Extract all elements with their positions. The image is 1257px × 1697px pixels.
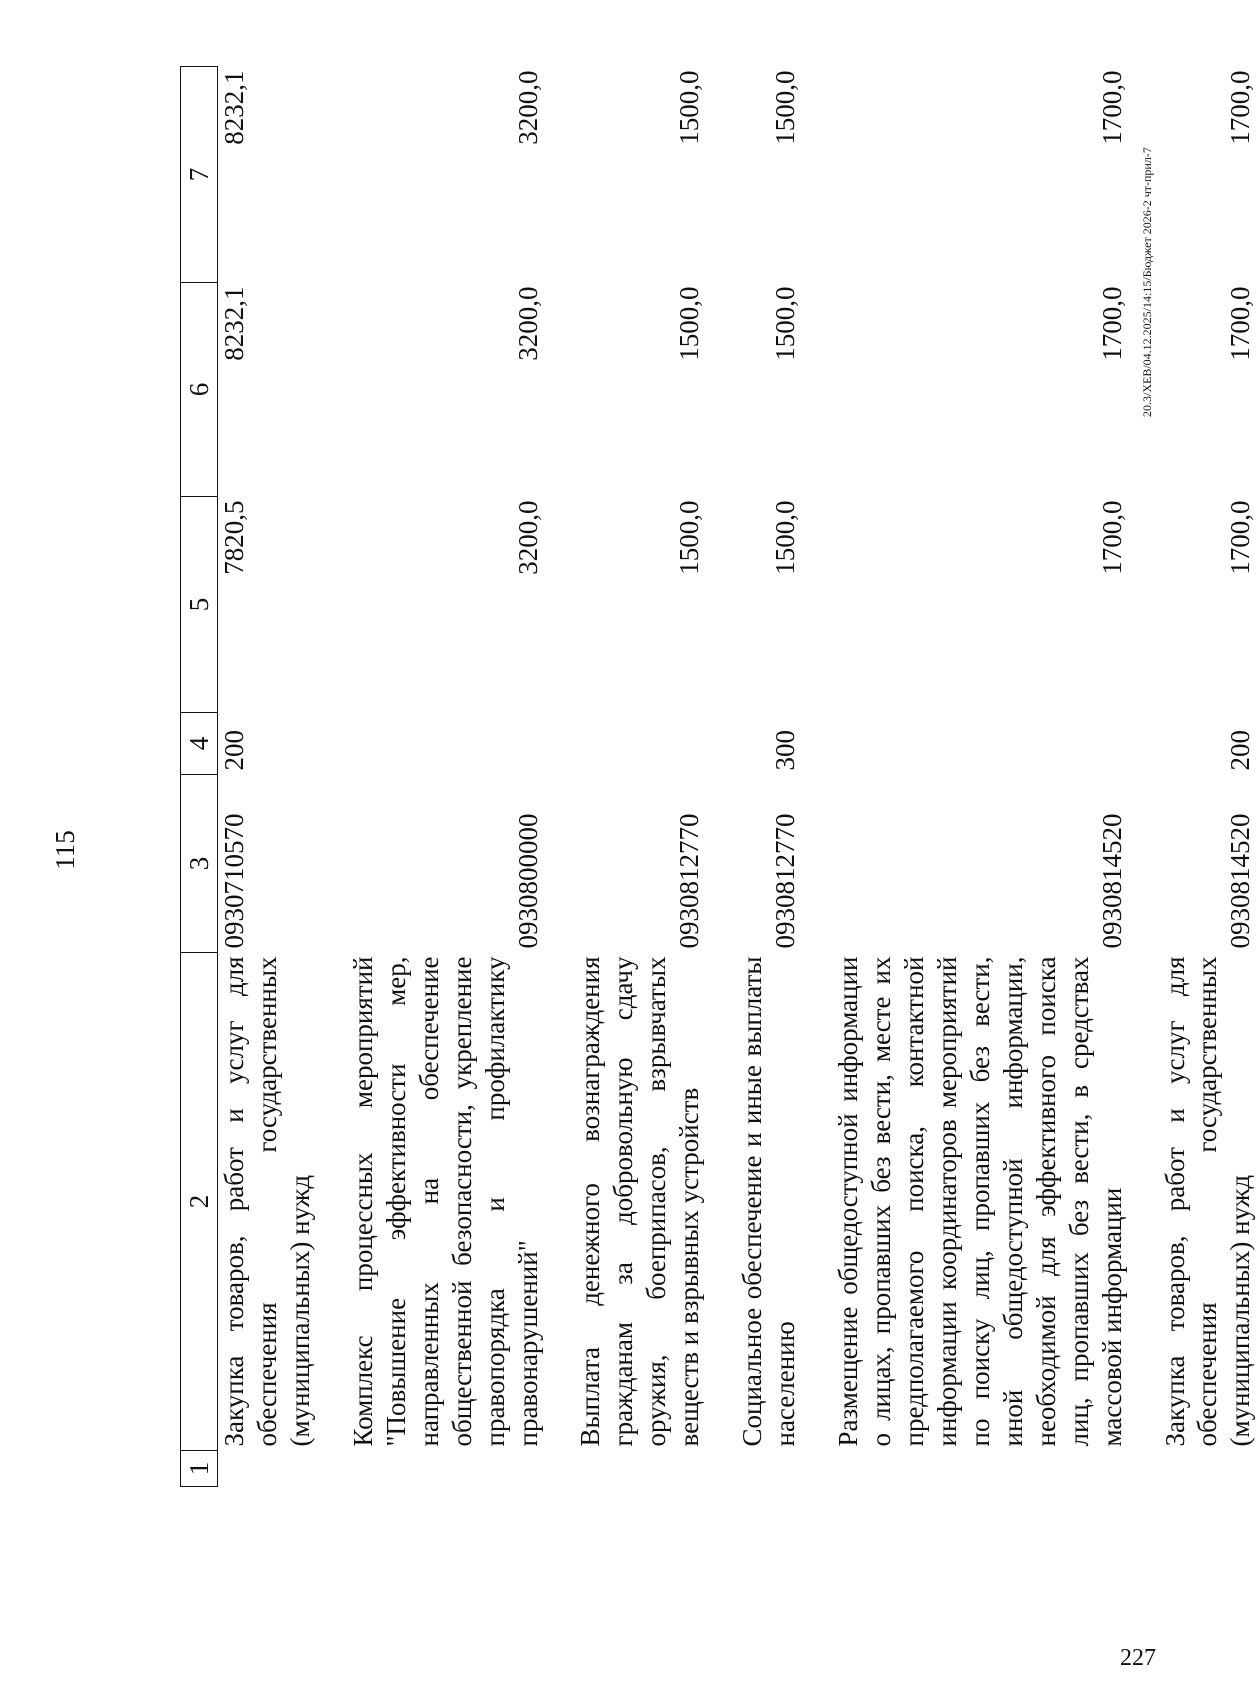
header-col-5: 5 [181,497,218,713]
sheet-number: 227 [1120,1645,1156,1671]
row-type [574,713,706,775]
row-value-7: 3200,0 [512,70,543,145]
header-col-2: 2 [181,953,218,1451]
row-code: 0930812770 [674,813,705,949]
row-value-7: 1500,0 [674,70,705,145]
table-row [574,67,706,1487]
row-name: Закупка товаров, работ и услуг для обеспечения государственных (муниципальных) нужд [219,956,315,1447]
row-spacer [802,67,832,1487]
row-type: 200 [1225,730,1256,771]
row-type: 300 [770,730,801,771]
row-number [832,1451,1128,1487]
row-value-5: 3200,0 [512,500,543,575]
row-value-5: 1500,0 [674,500,705,575]
row-code: 0930812770 [770,813,801,949]
row-value-5: 1700,0 [1225,500,1256,575]
table-row [832,67,1128,1487]
row-code: 0930814520 [1096,813,1127,949]
row-value-7: 1700,0 [1225,70,1256,145]
row-value-6: 1500,0 [674,286,705,361]
row-spacer [317,67,347,1487]
row-name: Размещение общедоступной информации о лицах, пропавших без вести, месте их предполагаемого поиска, контактной информации координаторов мероприятий по поиску лиц, пропавших без вести, иной общедоступной информации, необходимой для эффективного поиска лиц, пропавших без вести, в средствах массовой информации [833,956,1127,1447]
table-row [347,67,545,1487]
row-value-5: 1500,0 [770,500,801,575]
row-value-6: 1700,0 [1225,286,1256,361]
row-value-6: 1500,0 [770,286,801,361]
header-col-4: 4 [181,713,218,775]
row-type [832,713,1128,775]
row-type: 200 [219,730,249,771]
row-name: Комплекс процессных мероприятий "Повышение эффективности мер, направленных на обеспечение общественной безопасности, укрепление правопорядка и профилактику правонарушений" [347,956,543,1447]
table-row [736,67,802,1487]
row-number [574,1451,706,1487]
row-code: 0930710570 [219,813,249,949]
row-value-7: 1700,0 [1096,70,1127,145]
row-code: 0930814520 [1225,813,1256,949]
row-name: Закупка товаров, работ и услуг для обеспечения государственных (муниципальных) нужд [1159,956,1256,1447]
row-type [347,713,545,775]
table-row [1159,67,1257,1487]
row-value-5: 1700,0 [1096,500,1127,575]
row-number [1159,1451,1257,1487]
page-number: 115 [50,830,80,870]
row-value-5: 7820,5 [219,500,249,575]
header-col-3: 3 [181,775,218,953]
row-number [218,1451,317,1487]
row-value-6: 3200,0 [512,286,543,361]
header-col-7: 7 [181,67,218,283]
header-col-1: 1 [181,1451,218,1487]
footer-reference: 20.3/ХЕВ/04.12.2025/14:15/Бюджет 2026-2 чт-прил-7 [1140,147,1154,417]
row-code: 0930800000 [512,813,543,949]
row-spacer [544,67,574,1487]
row-value-6: 1700,0 [1096,286,1127,361]
table-row [218,67,317,1487]
row-number [736,1451,802,1487]
header-row [181,67,218,1487]
row-spacer [706,67,736,1487]
budget-table [180,66,1257,1487]
row-name: Социальное обеспечение и иные выплаты населению [737,956,801,1447]
header-col-6: 6 [181,283,218,497]
row-value-7: 1500,0 [770,70,801,145]
row-value-7: 8232,1 [219,70,249,145]
row-number [347,1451,545,1487]
row-value-6: 8232,1 [219,286,249,361]
row-name: Выплата денежного вознаграждения гражданам за добровольную сдачу оружия, боеприпасов, взрывчатых веществ и взрывных устройств [575,956,705,1447]
